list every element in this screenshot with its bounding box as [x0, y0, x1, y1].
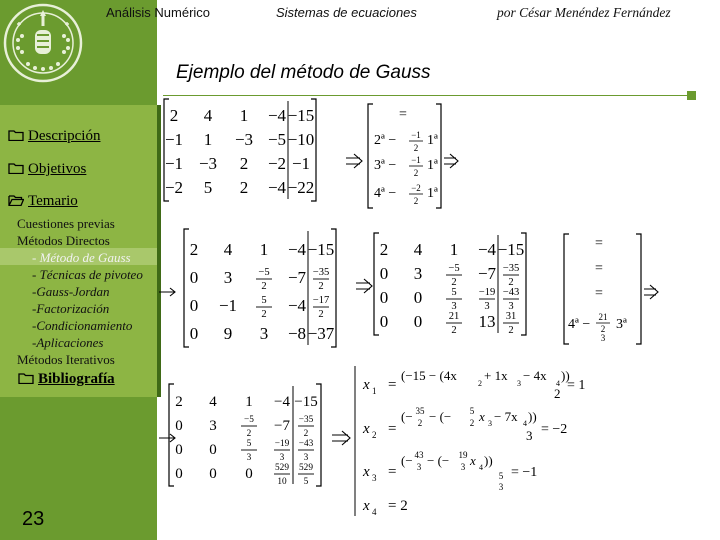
fraction-cell [256, 267, 272, 292]
matrix-cell: −2 [164, 178, 184, 197]
nav-subitem-pivoteo[interactable]: - Técnicas de pivoteo [32, 267, 143, 282]
matrix-cell: 0 [209, 466, 217, 482]
matrix-original [164, 99, 316, 201]
matrix-cell: −7 [287, 268, 307, 287]
matrix-upper-triangular [169, 384, 321, 487]
solution-x2 [362, 406, 567, 443]
slide-title: Ejemplo del método de Gauss [176, 62, 431, 83]
row-op-num: 21 [598, 312, 608, 322]
chapter-title: Sistemas de ecuaciones [276, 5, 417, 20]
matrix-cell: 0 [189, 268, 199, 287]
nav-item-temario[interactable] [8, 193, 78, 210]
matrix-cell: −3 [234, 130, 254, 149]
row-op: = [399, 107, 407, 122]
denominator: 2 [318, 281, 324, 292]
fraction-cell [274, 463, 290, 487]
den: 3 [460, 462, 466, 472]
row-op: 4ª − [374, 186, 397, 201]
matrix-cell: −4 [287, 296, 307, 315]
numerator: 5 [246, 439, 252, 449]
matrix-cell: −22 [287, 178, 315, 197]
nav-item-objetivos[interactable] [8, 161, 86, 178]
matrix-cell: 13 [478, 312, 496, 331]
matrix-cell: 0 [413, 288, 423, 307]
denominator: 2 [261, 281, 267, 292]
matrix-cell: 9 [223, 324, 233, 343]
numerator: 529 [299, 463, 313, 473]
expr: + 1x [484, 368, 508, 383]
subscript: 1 [372, 386, 377, 396]
num: 5 [498, 471, 504, 481]
row-reduction-arrow [159, 288, 175, 296]
matrix-cell: 0 [189, 296, 199, 315]
nav-subitem-condicionamiento[interactable]: -Condicionamiento [32, 318, 133, 333]
matrix-cell: 0 [209, 442, 217, 458]
expr: )) [528, 409, 537, 424]
fraction-cell [503, 311, 519, 336]
numerator: 31 [505, 311, 517, 322]
fraction-cell [274, 439, 290, 463]
denominator: 2 [303, 429, 309, 439]
result: = 1 [567, 378, 586, 393]
matrix-cell: −3 [198, 154, 218, 173]
den: 3 [416, 462, 422, 472]
row-op: 2ª − [374, 133, 397, 148]
matrix-cell: 5 [203, 178, 213, 197]
matrix-cell: 4 [203, 106, 213, 125]
fraction-cell [241, 439, 257, 463]
matrix-cell: −7 [477, 264, 497, 283]
matrix-cell: 0 [379, 312, 389, 331]
matrix-cell: −15 [287, 106, 315, 125]
nav-subitem-factorizacion[interactable]: -Factorización [32, 301, 110, 316]
row-op-num: −1 [411, 155, 421, 165]
folder-open-icon [8, 194, 24, 206]
numerator: −17 [312, 295, 330, 306]
sub: 3 [517, 379, 521, 388]
numerator: −43 [298, 439, 314, 449]
matrix-cell: 3 [413, 264, 423, 283]
sub: 4 [556, 379, 560, 388]
row-op-den: 2 [413, 168, 419, 178]
matrix-bracket [636, 234, 641, 344]
denominator: 2 [246, 429, 252, 439]
result: = −1 [511, 465, 538, 480]
matrix-cell: −37 [307, 324, 335, 343]
numerator: −19 [274, 439, 290, 449]
matrix-cell: −4 [267, 178, 287, 197]
nav-item-label: Bibliografía [38, 371, 115, 387]
folder-icon [8, 162, 24, 174]
matrix-cell: −5 [267, 130, 287, 149]
denominator: 2 [508, 325, 514, 336]
numerator: 5 [451, 287, 457, 298]
num: 35 [415, 406, 425, 416]
sub: 4 [479, 463, 483, 472]
matrix-bracket [374, 233, 379, 335]
fraction-cell [241, 415, 257, 439]
sub: 4 [523, 419, 527, 428]
row-operations-step1 [368, 104, 441, 208]
fraction-cell [446, 311, 462, 336]
numerator: −35 [502, 263, 520, 274]
subscript: 3 [372, 473, 377, 483]
divisor: 3 [526, 428, 533, 443]
nav-item-label: Temario [28, 193, 78, 209]
page-number: 23 [22, 508, 45, 530]
implies-arrow [644, 285, 658, 299]
matrix-cell: −7 [274, 418, 290, 434]
nav-subitem-cuestiones[interactable]: Cuestiones previas [17, 216, 115, 231]
fraction-cell [298, 463, 314, 487]
numerator: 5 [261, 295, 267, 306]
matrix-cell: 1 [449, 240, 459, 259]
expr: )) [561, 368, 570, 383]
numerator: −35 [298, 415, 314, 425]
folder-icon [8, 129, 24, 141]
row-op: 3ª − [374, 158, 397, 173]
row-op-den: 3 [600, 333, 606, 343]
nav-subitem-metodos-iterativos[interactable]: Métodos Iterativos [17, 352, 115, 367]
den: 2 [469, 418, 475, 428]
matrix-cell: −1 [291, 154, 311, 173]
variable: x [363, 464, 370, 480]
numerator: −5 [258, 267, 270, 278]
matrix-cell: −15 [294, 394, 318, 410]
fraction-cell [479, 287, 495, 312]
fraction-cell [503, 287, 519, 312]
implies-arrow [332, 431, 350, 445]
row-op: 1ª [427, 158, 438, 173]
divisor: 2 [554, 386, 561, 401]
matrix-cell: 0 [175, 442, 183, 458]
denominator: 3 [508, 301, 514, 312]
row-op: 4ª − [568, 317, 591, 332]
university-seal-logo [2, 2, 84, 84]
matrix-cell: 0 [189, 324, 199, 343]
solution-x1 [362, 368, 585, 401]
matrix-step2 [374, 233, 526, 336]
matrix-cell: −1 [164, 130, 184, 149]
nav-item-label: Descripción [28, 128, 101, 144]
matrix-cell: −8 [287, 324, 307, 343]
matrix-bracket [368, 104, 373, 208]
gauss-elimination-worked-example [157, 96, 720, 540]
denominator: 2 [451, 325, 457, 336]
result: = 2 [388, 498, 408, 514]
eq: = [388, 421, 397, 437]
nav-item-label: Objetivos [28, 161, 87, 177]
numerator: −5 [448, 263, 460, 274]
row-op-den: 2 [413, 196, 419, 206]
course-title: Análisis Numérico [106, 5, 211, 20]
row-op: = [595, 261, 603, 276]
matrix-bracket [184, 229, 189, 347]
solution-x3 [362, 450, 537, 492]
matrix-cell: 3 [209, 418, 217, 434]
row-op-den: 2 [413, 143, 419, 153]
fraction-cell [313, 295, 329, 320]
numerator: −5 [244, 415, 254, 425]
fraction-cell [313, 267, 329, 292]
expr: (− [401, 409, 413, 424]
num: 19 [458, 450, 468, 460]
expr: − 4x [523, 368, 547, 383]
denominator: 2 [261, 309, 267, 320]
nav-subitem-metodos-directos[interactable]: Métodos Directos [17, 233, 110, 248]
matrix-cell: 0 [379, 288, 389, 307]
eq: = [388, 377, 397, 393]
expr: − (− [429, 409, 452, 424]
matrix-cell: 0 [379, 264, 389, 283]
matrix-cell: −4 [274, 394, 290, 410]
sub: 2 [478, 379, 482, 388]
denominator: 3 [484, 301, 490, 312]
fraction-cell [298, 439, 314, 463]
nav-item-descripcion[interactable] [8, 128, 100, 145]
denominator: 3 [279, 453, 285, 463]
row-reduction-arrow [159, 434, 175, 442]
numerator: 529 [275, 463, 289, 473]
fraction-cell [298, 415, 314, 439]
matrix-cell: 0 [175, 466, 183, 482]
denominator: 2 [508, 277, 514, 288]
matrix-cell: −1 [218, 296, 238, 315]
nav-subitem-aplicaciones[interactable]: -Aplicaciones [32, 335, 104, 350]
back-substitution [355, 366, 585, 517]
matrix-step1 [184, 229, 336, 347]
numerator: −35 [312, 267, 330, 278]
matrix-cell: 2 [239, 178, 249, 197]
num: 43 [414, 450, 424, 460]
denominator: 3 [303, 453, 309, 463]
row-op: 3ª [616, 317, 627, 332]
matrix-cell: 2 [379, 240, 389, 259]
eq: = [388, 464, 397, 480]
matrix-cell: 4 [209, 394, 217, 410]
matrix-cell: −4 [477, 240, 497, 259]
denominator: 2 [318, 309, 324, 320]
implies-arrow [346, 154, 362, 168]
expr: − 7x [494, 409, 518, 424]
numerator: 21 [448, 311, 460, 322]
matrix-cell: −15 [497, 240, 525, 259]
row-operations-step2 [564, 234, 641, 344]
den: 3 [498, 482, 504, 492]
matrix-cell: −4 [267, 106, 287, 125]
expr: )) [484, 453, 493, 468]
variable: x [363, 498, 370, 514]
expr: x [470, 453, 476, 468]
den: 2 [417, 418, 423, 428]
author-credit: por César Menéndez Fernández [497, 5, 671, 20]
expr: (−15 − (4x [401, 368, 457, 383]
nav-subitem-gauss-jordan[interactable]: -Gauss-Jordan [32, 284, 110, 299]
implies-arrow [356, 279, 372, 293]
variable: x [363, 377, 370, 393]
nav-item-bibliografia[interactable] [18, 371, 115, 388]
matrix-cell: 2 [175, 394, 183, 410]
matrix-cell: 2 [239, 154, 249, 173]
denominator: 2 [451, 277, 457, 288]
matrix-cell: 3 [223, 268, 233, 287]
matrix-cell: 2 [169, 106, 179, 125]
matrix-cell: −2 [267, 154, 287, 173]
expr: − (− [427, 453, 450, 468]
matrix-cell: 1 [203, 130, 213, 149]
matrix-cell: 2 [189, 240, 199, 259]
subscript: 4 [372, 507, 377, 517]
matrix-cell: −1 [164, 154, 184, 173]
denominator: 3 [246, 453, 252, 463]
variable: x [363, 421, 370, 437]
numerator: −43 [502, 287, 520, 298]
numerator: −19 [478, 287, 496, 298]
matrix-cell: 3 [259, 324, 269, 343]
row-op: = [595, 286, 603, 301]
row-op: = [595, 236, 603, 251]
matrix-cell: 0 [175, 418, 183, 434]
row-op: 1ª [427, 133, 438, 148]
expr: x [479, 409, 485, 424]
matrix-cell: −4 [287, 240, 307, 259]
matrix-cell: −10 [287, 130, 315, 149]
result: = −2 [541, 422, 568, 437]
row-op: 1ª [427, 186, 438, 201]
fraction-cell [446, 263, 462, 288]
num: 5 [469, 406, 475, 416]
matrix-cell: 1 [259, 240, 269, 259]
sub: 3 [488, 419, 492, 428]
matrix-cell: 0 [245, 466, 253, 482]
matrix-cell: 4 [223, 240, 233, 259]
matrix-cell: 1 [239, 106, 249, 125]
fraction-cell [256, 295, 272, 320]
nav-subitem-metodo-gauss[interactable]: - Método de Gauss [32, 250, 131, 265]
matrix-cell: 4 [413, 240, 423, 259]
folder-icon [18, 372, 34, 384]
expr: (− [401, 453, 413, 468]
row-op-num: −1 [411, 130, 421, 140]
row-op-den: 2 [600, 324, 606, 334]
fraction-cell [446, 287, 462, 312]
implies-arrow [444, 154, 458, 168]
matrix-cell: 0 [413, 312, 423, 331]
denominator: 3 [451, 301, 457, 312]
row-op-num: −2 [411, 183, 421, 193]
matrix-cell: 1 [245, 394, 253, 410]
fraction-cell [503, 263, 519, 288]
matrix-cell: −15 [307, 240, 335, 259]
denominator: 5 [303, 477, 309, 487]
denominator: 10 [277, 477, 287, 487]
solution-x4 [362, 498, 408, 517]
subscript: 2 [372, 430, 377, 440]
